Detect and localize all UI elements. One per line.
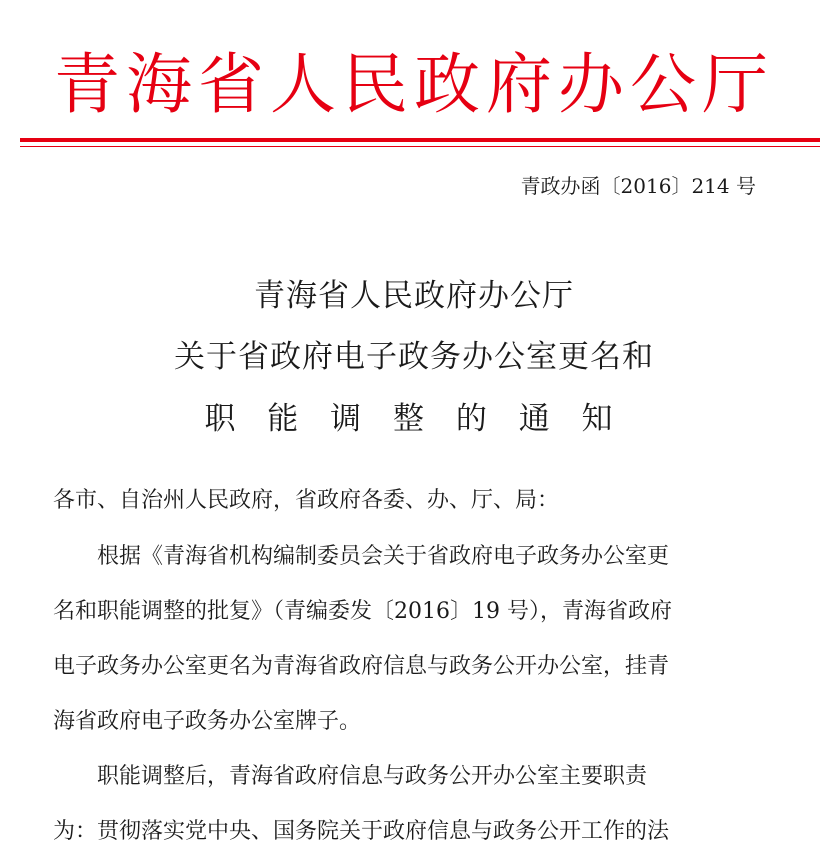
salutation: 各市、自治州人民政府，省政府各委、办、厅、局：: [53, 488, 560, 513]
document-number: 青政办函〔2016〕214 号: [520, 174, 756, 198]
body-line: 根据《青海省机构编制委员会关于省政府电子政务办公室更: [53, 544, 670, 569]
letterhead-divider-thick: [20, 138, 820, 142]
document-title-line-1: 青海省人民政府办公厅: [254, 278, 574, 314]
body-line: 为：贯彻落实党中央、国务院关于政府信息与政务公开工作的法: [53, 819, 670, 844]
letterhead-title: 青海省人民政府办公厅: [54, 46, 774, 123]
document-title-line-3: 职 能 调 整 的 通 知: [204, 401, 624, 437]
body-line: 海省政府电子政务办公室牌子。: [53, 709, 362, 734]
body-line: 名和职能调整的批复》（青编委发〔2016〕19 号），青海省政府: [53, 599, 672, 624]
document-title-line-2: 关于省政府电子政务办公室更名和: [174, 339, 654, 375]
body-line: 电子政务办公室更名为青海省政府信息与政务公开办公室，挂青: [53, 654, 670, 679]
body-line: 职能调整后，青海省政府信息与政务公开办公室主要职责: [53, 764, 648, 789]
letterhead-divider-thin: [20, 146, 820, 147]
